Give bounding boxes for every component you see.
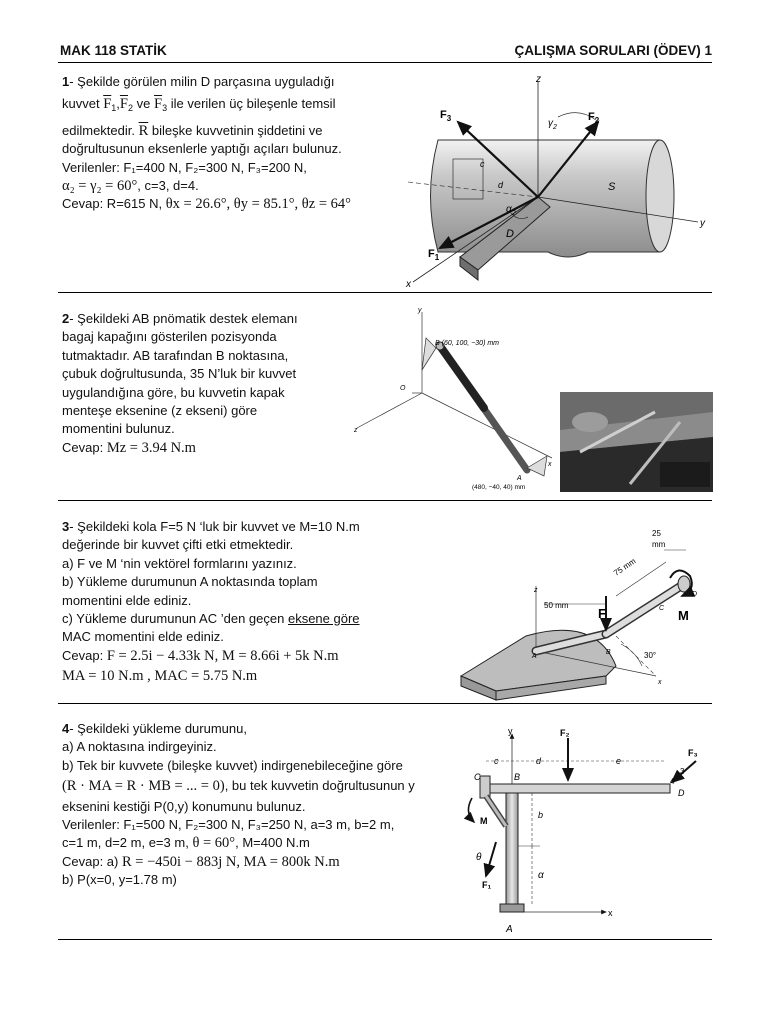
label-f: F bbox=[598, 606, 606, 621]
question-2-text bbox=[62, 310, 298, 457]
sub: 2 bbox=[128, 103, 134, 114]
svg-text:S: S bbox=[608, 181, 616, 193]
svg-text:F3: $F_3$ bbox=[440, 109, 452, 123]
q3-line: c) Yükleme durumunun AC ’den geçen bbox=[62, 611, 285, 627]
label-m: M bbox=[678, 608, 689, 623]
q3-line: MAC momentini elde ediniz. bbox=[62, 629, 224, 645]
q3-answer-label: Cevap: bbox=[62, 647, 104, 663]
label-f1: F₁ bbox=[482, 880, 492, 890]
svg-text:D: D bbox=[678, 788, 685, 798]
trunk-photo bbox=[560, 392, 713, 492]
q3-line: - Şekildeki kola F=5 N ‘luk bir kuvvet ve M=10 N.m bbox=[69, 519, 360, 534]
svg-text:A: A bbox=[532, 653, 537, 660]
svg-text:x: x bbox=[548, 461, 552, 468]
q2-answer: Mz = 3.94 N.m bbox=[106, 439, 196, 456]
svg-text:x: x bbox=[658, 679, 662, 686]
separator bbox=[58, 500, 712, 501]
q3-line: b) Yükleme durumunun A noktasında toplam bbox=[62, 574, 318, 590]
vector-f3: $\overline{F}$ bbox=[154, 96, 163, 113]
q2-answer-label: Cevap: bbox=[62, 439, 104, 455]
separator bbox=[58, 939, 712, 940]
question-1-number: 1 bbox=[62, 74, 70, 89]
svg-text:x: x bbox=[406, 279, 411, 290]
svg-text:y: y bbox=[700, 218, 705, 229]
dim-a: α bbox=[538, 870, 544, 881]
question-3-text bbox=[62, 518, 360, 686]
q3-line: değerinde bir kuvvet çifti etki etmektedir. bbox=[62, 537, 294, 553]
dim-25: 25 bbox=[652, 529, 661, 538]
q3-answer-moments: MA = 10 N.m , MAC = 5.75 N.m bbox=[62, 668, 258, 685]
q1-line: kuvvet bbox=[62, 96, 100, 112]
q3-answer-vectors: F = 2.5i − 4.33k N, M = 8.66i + 5k N.m bbox=[106, 647, 339, 664]
moment-arrow bbox=[468, 798, 474, 822]
svg-text:z: z bbox=[536, 74, 541, 85]
q4-answer-b: b) P(x=0, y=1.78 m) bbox=[62, 872, 177, 888]
sub: 3 bbox=[162, 103, 168, 114]
svg-text:x: x bbox=[608, 908, 613, 918]
svg-text:c: c bbox=[480, 159, 485, 169]
svg-text:F2: $F_2$ bbox=[588, 111, 600, 125]
vector-f2: $\overline{F}$ bbox=[119, 96, 128, 113]
q3-underline: eksene göre bbox=[287, 611, 360, 627]
slope-3: 3 bbox=[680, 767, 685, 776]
page-header bbox=[58, 40, 712, 63]
svg-text:C: C bbox=[474, 772, 481, 782]
q4-answer-label: Cevap: a) bbox=[62, 853, 119, 869]
course-title: MAK 118 STATİK bbox=[60, 43, 167, 58]
vector-r: $\overline{R}$ bbox=[138, 122, 149, 139]
svg-text:D: D bbox=[506, 228, 514, 240]
q1-line: bileşke kuvvetinin şiddetini ve bbox=[151, 122, 323, 138]
point-b-label: B (60, 100, −30) mm bbox=[435, 340, 500, 347]
svg-text:A: A bbox=[506, 924, 513, 935]
q2-line: çubuk doğrultusunda, 35 N’luk bir kuvvet bbox=[62, 366, 297, 382]
label-f2: F₂ bbox=[560, 728, 570, 738]
point-a-label: (480, −40, 40) mm bbox=[472, 484, 526, 491]
q4-line: Verilenler: F₁=500 N, F₂=300 N, F₃=250 N, a=3 m, b=2 m, bbox=[62, 817, 395, 833]
q4-line: , bu tek kuvvetin doğrultusunun y bbox=[224, 778, 415, 794]
q4-line: eksenini kestiği P(0,y) konumunu bulunuz. bbox=[62, 798, 306, 814]
q2-line: bagaj kapağını gösterilen pozisyonda bbox=[62, 329, 277, 345]
separator bbox=[58, 703, 712, 704]
q4-line: a) A noktasına indirgeyiniz. bbox=[62, 739, 217, 755]
sheet-title: ÇALIŞMA SORULARI (ÖDEV) 1 bbox=[514, 43, 712, 58]
q1-line: ile verilen üç bileşenle temsil bbox=[170, 96, 336, 112]
svg-text:γ2: $\gamma_2$ bbox=[548, 118, 557, 131]
label-theta: θ bbox=[476, 852, 482, 863]
dim-e: e bbox=[616, 756, 622, 766]
q1-answer: Cevap: R=615 N, bbox=[62, 196, 163, 212]
question-2-number: 2 bbox=[62, 311, 70, 326]
question-3-number: 3 bbox=[62, 519, 70, 534]
q1-line: - Şekilde görülen milin D parçasına uyguladığı bbox=[69, 74, 335, 89]
svg-text:F1: $F_1$ bbox=[428, 248, 440, 262]
q2-line: menteşe eksenine (z ekseni) göre bbox=[62, 403, 258, 419]
trunk-strut-figure bbox=[352, 308, 552, 494]
slope-4: 4 bbox=[670, 777, 675, 786]
q4-condition: (R · MA = R · MB = ... = 0) bbox=[62, 778, 225, 795]
angle-30: 30° bbox=[644, 651, 657, 660]
svg-text:O: O bbox=[400, 385, 406, 392]
vector-f1: $\overline{F}$ bbox=[103, 96, 112, 113]
q1-line: Verilenler: F₁=400 N, F₂=300 N, F₃=200 N, bbox=[62, 159, 307, 175]
word-ve: ve bbox=[136, 96, 151, 112]
q2-line: tutmaktadır. AB tarafından B noktasına, bbox=[62, 347, 289, 363]
svg-text:B: B bbox=[606, 649, 611, 656]
q1-line: , c=3, d=4. bbox=[137, 178, 199, 194]
q4-line: , M=400 N.m bbox=[235, 835, 310, 851]
q4-theta: θ = 60° bbox=[192, 835, 236, 852]
question-1-text: 1- Şekilde görülen milin D parçasına uyguladığı kuvvet $\overline{F}_1,\overline{F}_2$ ve $\overline{F}_3$ ile verilen üç bileşenle temsil edilmektedir. $\overline{R}$ bileşke kuvvetinin şiddetini ve doğrultusunun eksenlerle yaptığı açıları bulunuz. Verilenler: F₁=400 N, F₂=300 N, F₃=200 N, α₂ = γ₂ = 60°, c=3, d=4. Cevap: R=615 N, θx = 26.6°, θy = 85.1°, θz = 64° bbox=[62, 74, 351, 213]
shaft-figure bbox=[398, 72, 718, 294]
q4-line: b) Tek bir kuvvete (bileşke kuvvet) indirgenebileceğine göre bbox=[62, 757, 403, 773]
svg-text:z: z bbox=[354, 427, 358, 434]
sub: 1 bbox=[111, 103, 117, 114]
q2-line: uygulandığına göre, bu kuvvetin kapak bbox=[62, 384, 285, 400]
lever-figure bbox=[456, 526, 718, 700]
q1-line: edilmektedir. bbox=[62, 122, 135, 138]
svg-text:C: C bbox=[659, 605, 665, 612]
q1-line: doğrultusunun eksenlerle yaptığı açıları bulunuz. bbox=[62, 141, 342, 157]
question-4-text bbox=[62, 720, 415, 890]
svg-text:z: z bbox=[534, 587, 538, 594]
svg-text:D: D bbox=[692, 591, 698, 598]
label-f3: F₃ bbox=[688, 748, 698, 758]
q3-line: a) F ve M ‘nin vektörel formlarını yazınız. bbox=[62, 555, 297, 571]
force-f1-arrow bbox=[486, 842, 496, 876]
q3-line: momentini elde ediniz. bbox=[62, 592, 192, 608]
dim-75: 75 mm bbox=[612, 556, 638, 578]
q4-answer-a: R = −450i − 883j N, MA = 800k N.m bbox=[122, 853, 340, 870]
svg-text:A: A bbox=[517, 475, 522, 482]
frame-figure bbox=[466, 726, 714, 934]
q1-answer-angles: θx = 26.6°, θy = 85.1°, θz = 64° bbox=[165, 196, 351, 213]
dim-50: 50 mm bbox=[544, 601, 569, 610]
q4-line: c=1 m, d=2 m, e=3 m, bbox=[62, 835, 189, 851]
svg-text:B: B bbox=[514, 772, 521, 782]
q4-line: - Şekildeki yükleme durumunu, bbox=[69, 721, 247, 736]
svg-text:y: y bbox=[508, 726, 513, 736]
svg-text:α2: $\alpha_2$ bbox=[506, 204, 516, 217]
dim-b: b bbox=[538, 810, 544, 820]
q2-line: - Şekildeki AB pnömatik destek elemanı bbox=[69, 311, 298, 326]
svg-text:y: y bbox=[418, 307, 422, 314]
question-4-number: 4 bbox=[62, 721, 70, 736]
svg-text:d: d bbox=[498, 180, 504, 190]
dim-25-unit: mm bbox=[652, 540, 666, 549]
label-m: M bbox=[480, 816, 488, 826]
separator bbox=[58, 292, 712, 293]
q1-math: α₂ = γ₂ = 60° bbox=[62, 178, 138, 195]
dim-c: c bbox=[494, 756, 499, 766]
q2-line: momentini bulunuz. bbox=[62, 421, 175, 437]
dim-d: d bbox=[536, 756, 542, 766]
